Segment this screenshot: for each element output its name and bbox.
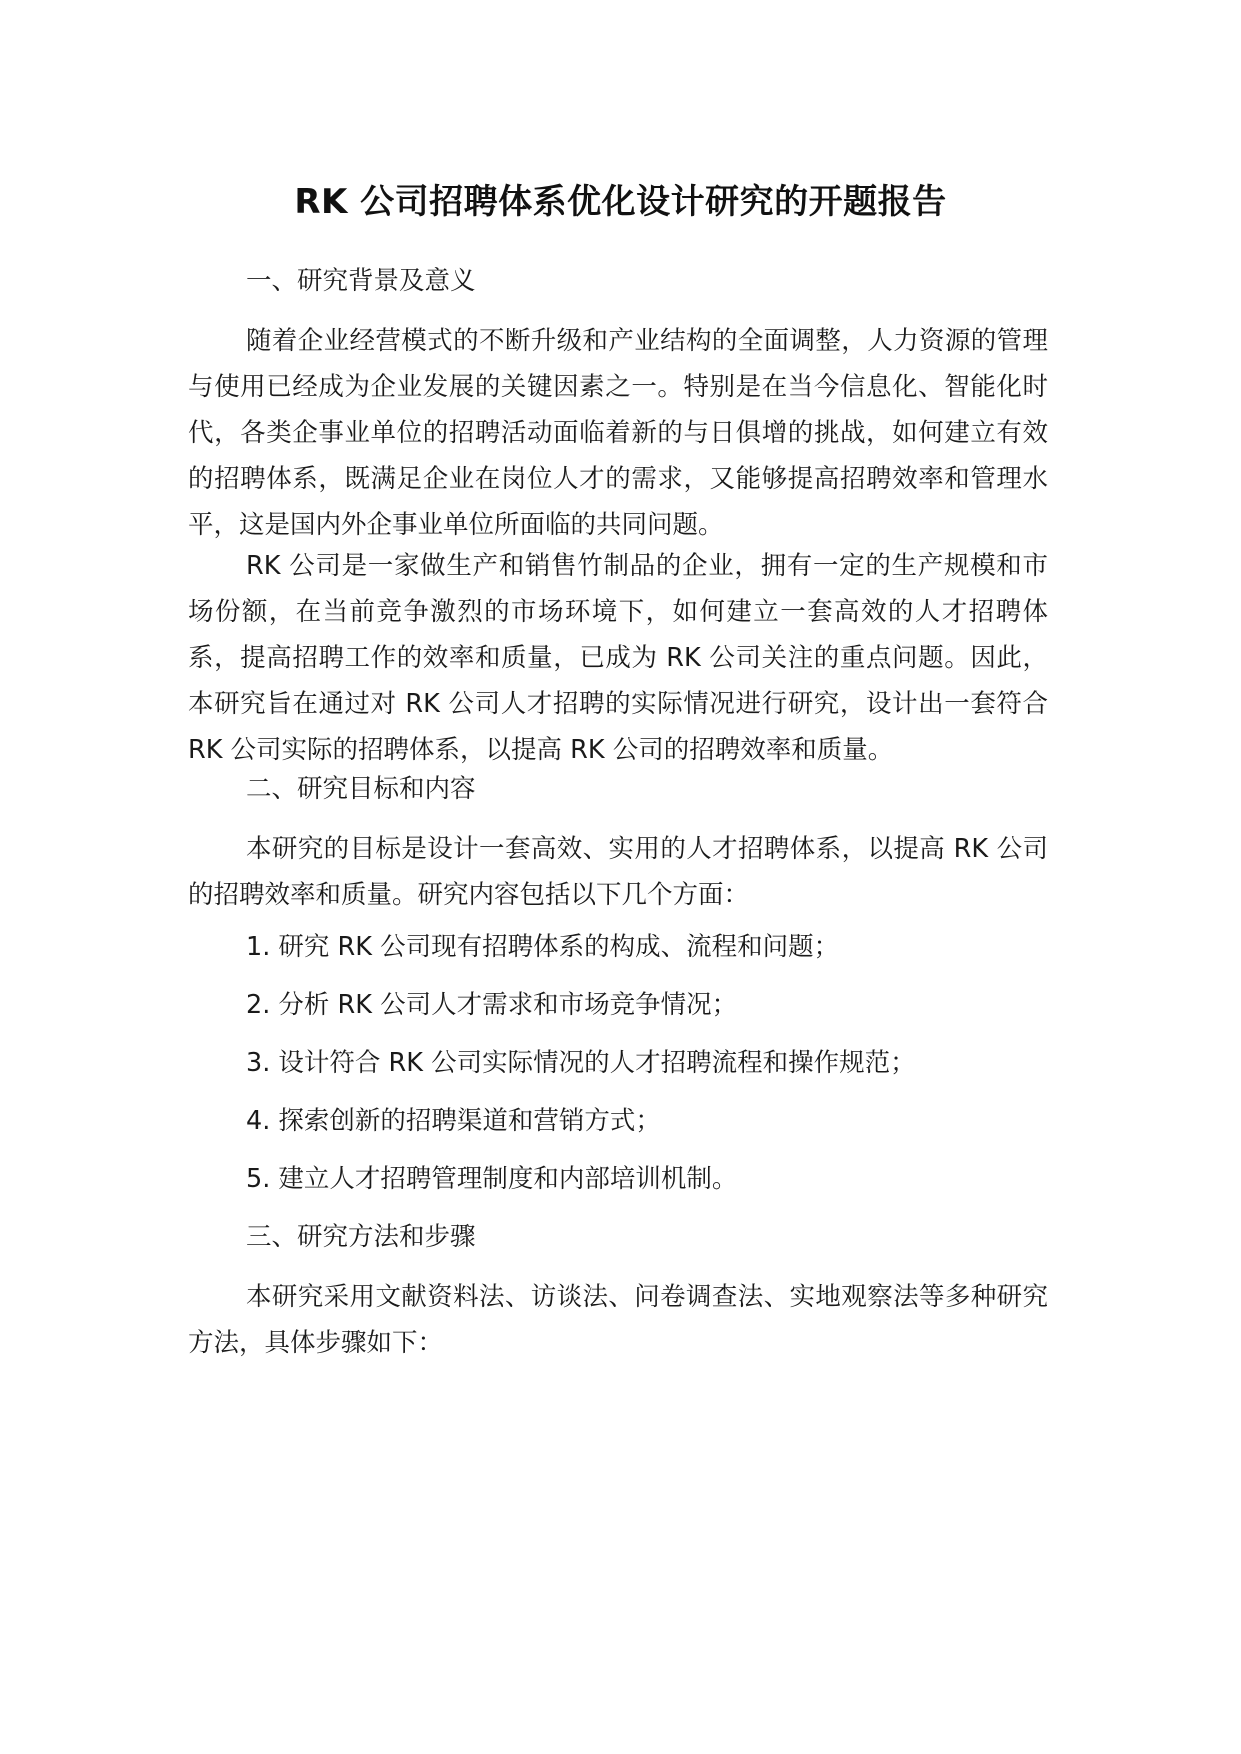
document-title: RK 公司招聘体系优化设计研究的开题报告: [294, 182, 947, 222]
paragraph-goals: [188, 826, 1048, 918]
paragraph-rk-company: [188, 543, 1048, 773]
list-item: 3. 设计符合 RK 公司实际情况的人才招聘流程和操作规范；: [246, 1048, 916, 1078]
paragraph-methods: [188, 1274, 1048, 1366]
paragraph-text: 本研究的目标是设计一套高效、实用的人才招聘体系，以提高 RK 公司的招聘效率和质量。研究内容包括以下几个方面：: [188, 834, 1048, 910]
list-item: 5. 建立人才招聘管理制度和内部培训机制。: [246, 1164, 738, 1194]
paragraph-text: 本研究采用文献资料法、访谈法、问卷调查法、实地观察法等多种研究方法，具体步骤如下：: [188, 1282, 1048, 1358]
list-item: 1. 研究 RK 公司现有招聘体系的构成、流程和问题；: [246, 932, 840, 962]
section-heading-methods: 三、研究方法和步骤: [246, 1222, 476, 1252]
paragraph-background: [188, 318, 1048, 548]
paragraph-text: RK 公司是一家做生产和销售竹制品的企业，拥有一定的生产规模和市场份额，在当前竞争激烈的市场环境下，如何建立一套高效的人才招聘体系，提高招聘工作的效率和质量，已成为 RK 公司关注的重点问题。因此，本研究旨在通过对 RK 公司人才招聘的实际情况进行研究，设计出一套符合 RK 公司实际的招聘体系，以提高 RK 公司的招聘效率和质量。: [188, 551, 1048, 765]
list-item: 4. 探索创新的招聘渠道和营销方式；: [246, 1106, 661, 1136]
section-heading-background: 一、研究背景及意义: [246, 266, 476, 296]
section-heading-goals: 二、研究目标和内容: [246, 774, 476, 804]
list-item: 2. 分析 RK 公司人才需求和市场竞争情况；: [246, 990, 738, 1020]
paragraph-text: 随着企业经营模式的不断升级和产业结构的全面调整，人力资源的管理与使用已经成为企业发展的关键因素之一。特别是在当今信息化、智能化时代，各类企事业单位的招聘活动面临着新的与日俱增的挑战，如何建立有效的招聘体系，既满足企业在岗位人才的需求，又能够提高招聘效率和管理水平，这是国内外企事业单位所面临的共同问题。: [188, 326, 1048, 540]
